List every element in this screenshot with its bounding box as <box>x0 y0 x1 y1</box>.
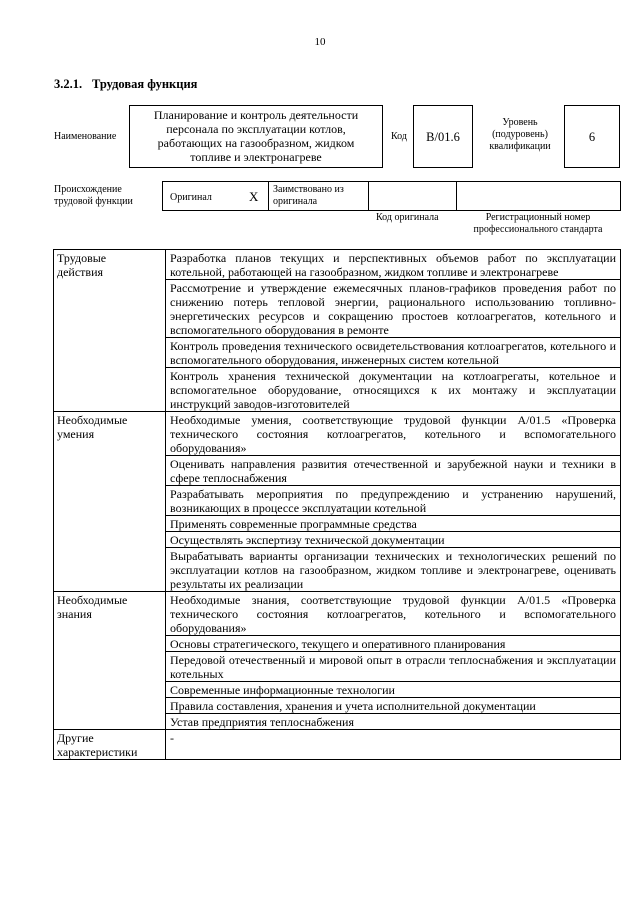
level-label-line: Уровень <box>502 117 538 128</box>
reg-number-caption-line: профессионального стандарта <box>473 224 603 235</box>
section-label: Необходимые умения <box>54 412 166 592</box>
original-label: Оригинал <box>170 192 212 203</box>
table-cell: Передовой отечественный и мировой опыт в отрасли теплоснабжения и эксплуатации котельных <box>166 652 621 682</box>
table-row <box>54 592 621 636</box>
table-cell: Основы стратегического, текущего и оперативного планирования <box>166 636 621 652</box>
borrowed-label-line: Заимствовано из <box>273 184 344 195</box>
name-value-line: топливе и электронагреве <box>190 150 322 164</box>
table-cell: Оценивать направления развития отечественной и зарубежной науки и техники в сфере теплоснабжения <box>166 456 621 486</box>
section-heading <box>54 77 197 92</box>
level-value: 6 <box>588 130 596 144</box>
table-cell: - <box>166 730 621 760</box>
table-cell: Контроль проведения технического освидетельствования котлоагрегатов, котельного и вспомогательного оборудования, инженерных систем котельной <box>166 338 621 368</box>
table-cell: Необходимые знания, соответствующие трудовой функции А/01.5 «Проверка технического состояния котлоагрегатов, котельного и вспомогательного оборудования» <box>166 592 621 636</box>
level-value-box <box>564 105 620 168</box>
name-value-line: работающих на газообразном, жидком <box>157 136 355 150</box>
name-value-box <box>129 105 383 168</box>
code-label: Код <box>391 131 407 142</box>
name-label: Наименование <box>54 131 117 142</box>
table-cell: Применять современные программные средства <box>166 516 621 532</box>
section-number: 3.2.1. <box>54 77 83 91</box>
origin-label <box>54 184 133 208</box>
borrowed-label-line: оригинала <box>273 196 318 207</box>
code-value: B/01.6 <box>426 130 460 144</box>
section-label: Необходимые знания <box>54 592 166 730</box>
section-title: Трудовая функция <box>92 77 198 91</box>
origin-label-line: Происхождение <box>54 184 122 195</box>
level-label-line: квалификации <box>489 141 551 152</box>
reg-number-caption <box>456 212 620 236</box>
level-label-line: (подуровень) <box>492 129 548 140</box>
table-row <box>54 412 621 456</box>
section-label: Другие характеристики <box>54 730 166 760</box>
table-cell: Рассмотрение и утверждение ежемесячных планов-графиков проведения работ по снижению потерь тепловой энергии, рационального использованию топливно-энергетических ресурсов и сокращению простоев котлоагрегатов, котельного и вспомогательного оборудования в ремонте <box>166 280 621 338</box>
table-cell: Устав предприятия теплоснабжения <box>166 714 621 730</box>
borrowed-cell <box>268 181 369 211</box>
code-value-box <box>413 105 473 168</box>
table-cell: Контроль хранения технической документации на котлоагрегаты, котельное и вспомогательное оборудование, относящихся к их монтажу и эксплуатации инструкций заводов-изготовителей <box>166 368 621 412</box>
level-label <box>480 117 560 153</box>
origin-label-line: трудовой функции <box>54 196 133 207</box>
table-cell: Осуществлять экспертизу технической документации <box>166 532 621 548</box>
code-original-caption: Код оригинала <box>376 212 439 223</box>
reg-number-caption-line: Регистрационный номер <box>485 212 591 223</box>
table-cell: Вырабатывать варианты организации технических и технологических решений по эксплуатации котлов на газообразном, жидком топливе и электронагреве, оценивать результаты их реализации <box>166 548 621 592</box>
table-cell: Необходимые умения, соответствующие трудовой функции А/01.5 «Проверка технического состояния котлоагрегатов, котельного и вспомогательного оборудования» <box>166 412 621 456</box>
table-row <box>54 250 621 280</box>
section-label: Трудовые действия <box>54 250 166 412</box>
table-cell: Современные информационные технологии <box>166 682 621 698</box>
reg-number-cell <box>456 181 621 211</box>
code-original-cell <box>368 181 457 211</box>
table-cell: Разрабатывать мероприятия по предупреждению и устранению нарушений, возникающих в процессе эксплуатации котельной <box>166 486 621 516</box>
table-row <box>54 730 621 760</box>
page-number: 10 <box>314 36 326 48</box>
name-value-line: персонала по эксплуатации котлов, <box>166 122 346 136</box>
table-cell: Правила составления, хранения и учета исполнительной документации <box>166 698 621 714</box>
origin-row <box>162 181 621 211</box>
original-cell <box>162 181 269 211</box>
table-cell: Разработка планов текущих и перспективных объемов работ по эксплуатации котельной, работающей на газообразном, жидком топливе и электронагреве <box>166 250 621 280</box>
name-value-line: Планирование и контроль деятельности <box>153 108 359 122</box>
original-mark: X <box>249 189 259 204</box>
function-table <box>53 249 621 760</box>
